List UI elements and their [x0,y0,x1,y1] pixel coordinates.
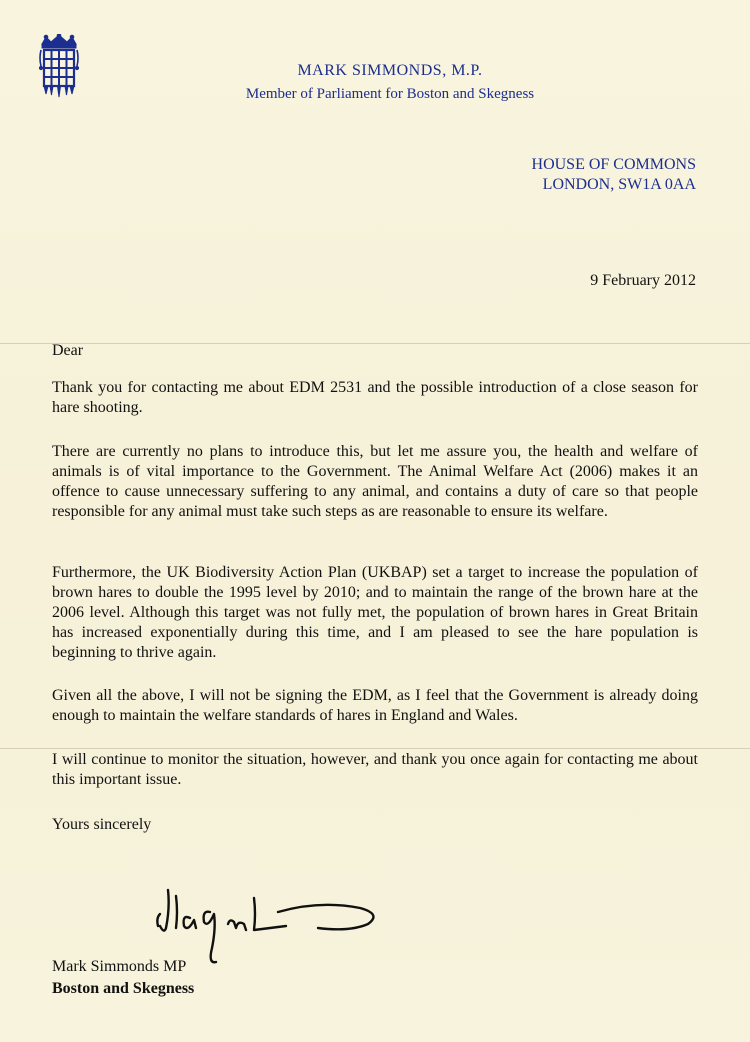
address-line-1: HOUSE OF COMMONS [531,156,696,173]
paragraph-3: Furthermore, the UK Biodiversity Action Plan (UKBAP) set a target to increase the population of brown hares to double the 1995 level by 2010; and to maintain the range of the brown hare at the 2006 level. Although this target was not fully met, the population of brown hares in Great Britain has increased exponentially during this time, and I am pleased to see the hare population is beginning to thrive again. [52,564,698,661]
paper-fold-line [0,748,750,749]
letterhead-name: MARK SIMMONDS, M.P. [297,62,483,79]
letterhead-title: Member of Parliament for Boston and Skegness [245,86,535,102]
handwritten-signature [150,878,390,968]
letter-date: 9 February 2012 [590,272,696,289]
signatory-name: Mark Simmonds MP [52,958,187,975]
sender-address [532,155,696,195]
salutation: Dear [52,342,84,359]
paragraph-5: I will continue to monitor the situation, however, and thank you once again for contacting me about this important issue. [52,751,698,788]
signatory-constituency: Boston and Skegness [52,980,195,997]
closing: Yours sincerely [52,816,152,833]
paragraph-2: There are currently no plans to introduce this, but let me assure you, the health and welfare of animals is of vital importance to the Government. The Animal Welfare Act (2006) makes it an offence to cause unnecessary suffering to any animal, and contains a duty of care so that people responsible for any animal must take such steps as are reasonable to ensure its welfare. [52,443,698,520]
paragraph-1: Thank you for contacting me about EDM 2531 and the possible introduction of a close season for hare shooting. [52,379,698,416]
paragraph-4: Given all the above, I will not be signing the EDM, as I feel that the Government is already doing enough to maintain the welfare standards of hares in England and Wales. [52,687,698,724]
address-line-2: LONDON, SW1A 0AA [542,176,696,193]
